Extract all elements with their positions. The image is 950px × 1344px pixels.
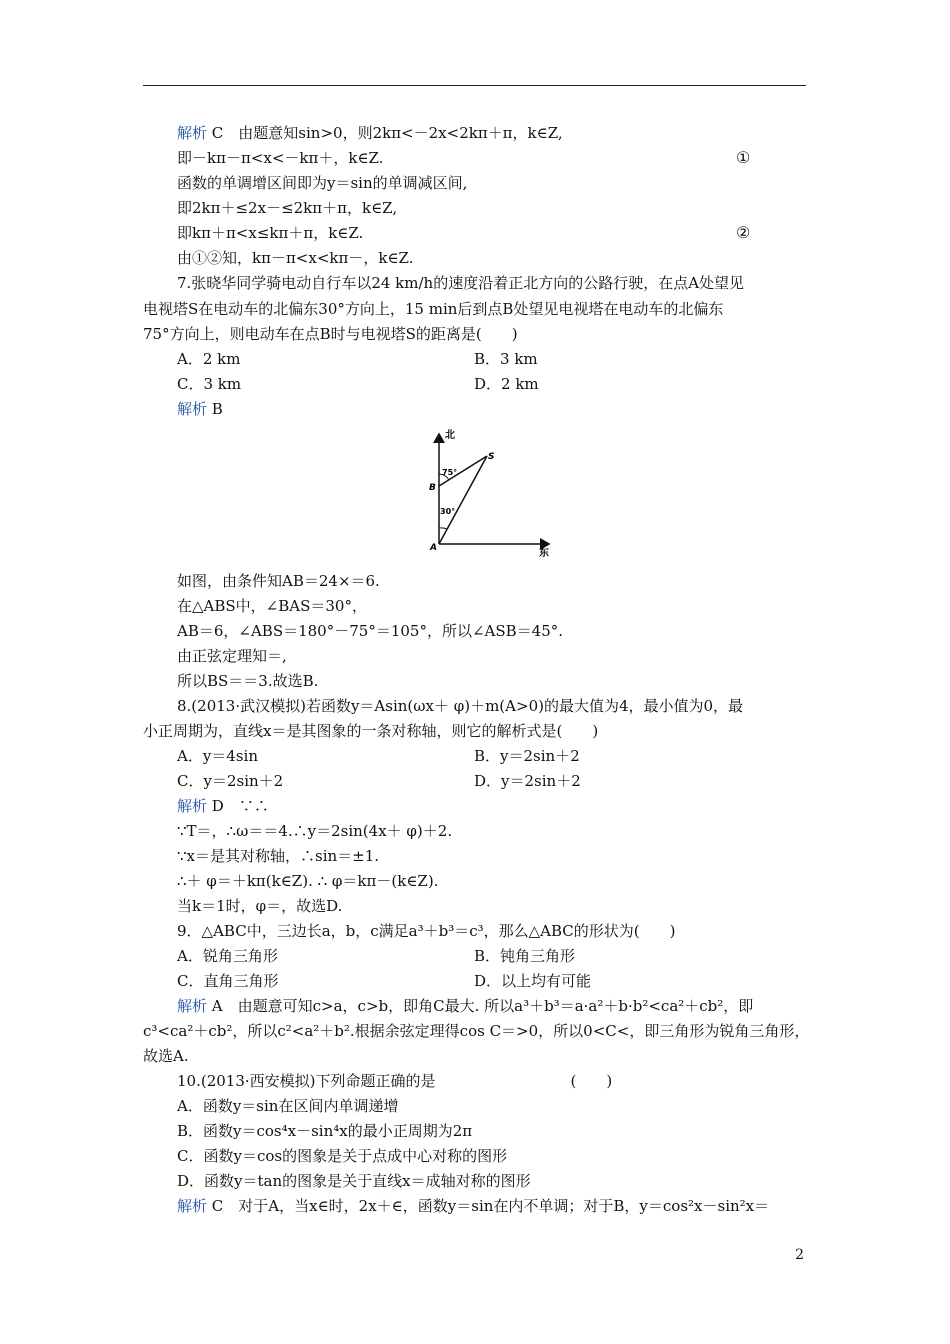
q10-option-b: B．函数y＝cos⁴x－sin⁴x的最小正周期为2π	[177, 1122, 473, 1140]
q7-solution-line-6: 所以BS＝＝3.故选B.	[177, 672, 319, 690]
q7-option-d: D．2 km	[474, 375, 539, 393]
q8-option-d: D．y＝2sin＋2	[474, 772, 581, 790]
solution-6-line-3: 函数的单调增区间即为y＝sin的单调减区间,	[177, 174, 468, 192]
q7-stem-3: 75°方向上，则电动车在点B时与电视塔S的距离是( )	[143, 325, 518, 343]
q7-solution-line-4: AB＝6，∠ABS＝180°－75°＝105°，所以∠ASB＝45°.	[177, 622, 564, 640]
q7-solution-line-2: 如图，由条件知AB＝24×＝6.	[177, 572, 380, 590]
point-a-label: A	[430, 543, 437, 553]
q8-stem-1: 8.(2013·武汉模拟)若函数y＝Asin(ωx＋ φ)＋m(A>0)的最大值为4，最小值为0，最	[177, 697, 744, 715]
q8-solution-line-2: ∵T＝，∴ω＝＝4.∴y＝2sin(4x＋ φ)＋2.	[177, 822, 453, 840]
solution-label: 解析	[177, 400, 208, 418]
angle-arc-a	[439, 528, 447, 529]
q7-solution-line-3: 在△ABS中，∠BAS＝30°，	[177, 597, 367, 615]
q7-stem-1: 7.张晓华同学骑电动自行车以24 km/h的速度沿着正北方向的公路行驶，在点A处望见	[177, 274, 745, 292]
q9-stem: 9．△ABC中，三边长a，b，c满足a³＋b³＝c³，那么△ABC的形状为( )	[177, 922, 676, 940]
q7-solution-line-1: 解析 B	[177, 400, 223, 418]
q10-stem: 10.(2013·西安模拟)下列命题正确的是 ( )	[177, 1072, 613, 1090]
q9-solution-line-1: 解析 A 由题意可知c>a，c>b，即角C最大. 所以a³＋b³＝a·a²＋b·b²<ca²＋cb²，即	[177, 997, 754, 1015]
q7-option-a: A．2 km	[177, 350, 241, 368]
solution-6-line-1: 解析 C 由题意知sin>0，则2kπ<－2x<2kπ＋π，k∈Z,	[177, 124, 563, 142]
q8-solution-line-4: ∴＋ φ＝＋kπ(k∈Z). ∴ φ＝kπ－(k∈Z).	[177, 872, 439, 890]
q9-option-d: D．以上均有可能	[474, 972, 592, 990]
north-label: 北	[445, 430, 455, 441]
page-number: 2	[795, 1247, 804, 1263]
q8-solution-line-3: ∵x＝是其对称轴，∴sin＝±1.	[177, 847, 380, 865]
q10-option-d: D．函数y＝tan的图象是关于直线x＝成轴对称的图形	[177, 1172, 531, 1190]
q9-option-a: A．锐角三角形	[177, 947, 278, 965]
solution-label: 解析	[177, 997, 208, 1015]
q9-option-b: B．钝角三角形	[474, 947, 576, 965]
q8-stem-2: 小正周期为，直线x＝是其图象的一条对称轴，则它的解析式是( )	[143, 722, 599, 740]
q9-option-c: C．直角三角形	[177, 972, 279, 990]
q9-solution-line-3: 故选A.	[143, 1047, 189, 1065]
q9-solution-line-2: c³<ca²＋cb²，所以c²<a²＋b².根据余弦定理得cos C＝>0，所以0<C<，即三角形为锐角三角形，	[143, 1022, 810, 1040]
point-s-label: S	[488, 452, 495, 462]
bearing-diagram	[425, 428, 555, 560]
east-label: 东	[539, 548, 549, 559]
point-b-label: B	[429, 483, 436, 493]
angle-30-label: 30°	[440, 507, 456, 516]
q7-solution-line-5: 由正弦定理知＝,	[177, 647, 287, 665]
answer: C	[211, 124, 224, 142]
q10-option-a: A．函数y＝sin在区间内单调递增	[177, 1097, 399, 1115]
header-rule	[143, 85, 806, 86]
solution-6-line-6: 由①②知，kπ－π<x<kπ－，k∈Z.	[177, 249, 414, 267]
marker-2: ②	[736, 223, 751, 242]
q8-option-a: A．y＝4sin	[177, 747, 259, 765]
q8-option-b: B．y＝2sin＋2	[474, 747, 580, 765]
solution-6-line-5: 即kπ＋π<x≤kπ＋π，k∈Z.	[177, 224, 364, 242]
q10-option-c: C．函数y＝cos的图象是关于点成中心对称的图形	[177, 1147, 508, 1165]
solution-label: 解析	[177, 1197, 208, 1215]
marker-1: ①	[736, 148, 751, 167]
q7-stem-2: 电视塔S在电动车的北偏东30°方向上，15 min后到点B处望见电视塔在电动车的北偏东	[143, 300, 724, 318]
solution-label: 解析	[177, 797, 208, 815]
angle-75-label: 75°	[442, 468, 458, 477]
solution-6-line-2: 即－kπ－π<x<－kπ＋，k∈Z.	[177, 149, 384, 167]
q8-solution-line-5: 当k＝1时，φ＝，故选D.	[177, 897, 343, 915]
q7-option-c: C．3 km	[177, 375, 242, 393]
solution-label: 解析	[177, 124, 208, 142]
q10-solution-line-1: 解析 C 对于A，当x∈时，2x＋∈，函数y＝sin在内不单调；对于B，y＝cos²x－sin²x＝	[177, 1197, 770, 1215]
q8-solution-line-1: 解析 D ∵∴	[177, 797, 269, 815]
solution-6-line-4: 即2kπ＋≤2x－≤2kπ＋π，k∈Z,	[177, 199, 398, 217]
q7-option-b: B．3 km	[474, 350, 538, 368]
q8-option-c: C．y＝2sin＋2	[177, 772, 284, 790]
